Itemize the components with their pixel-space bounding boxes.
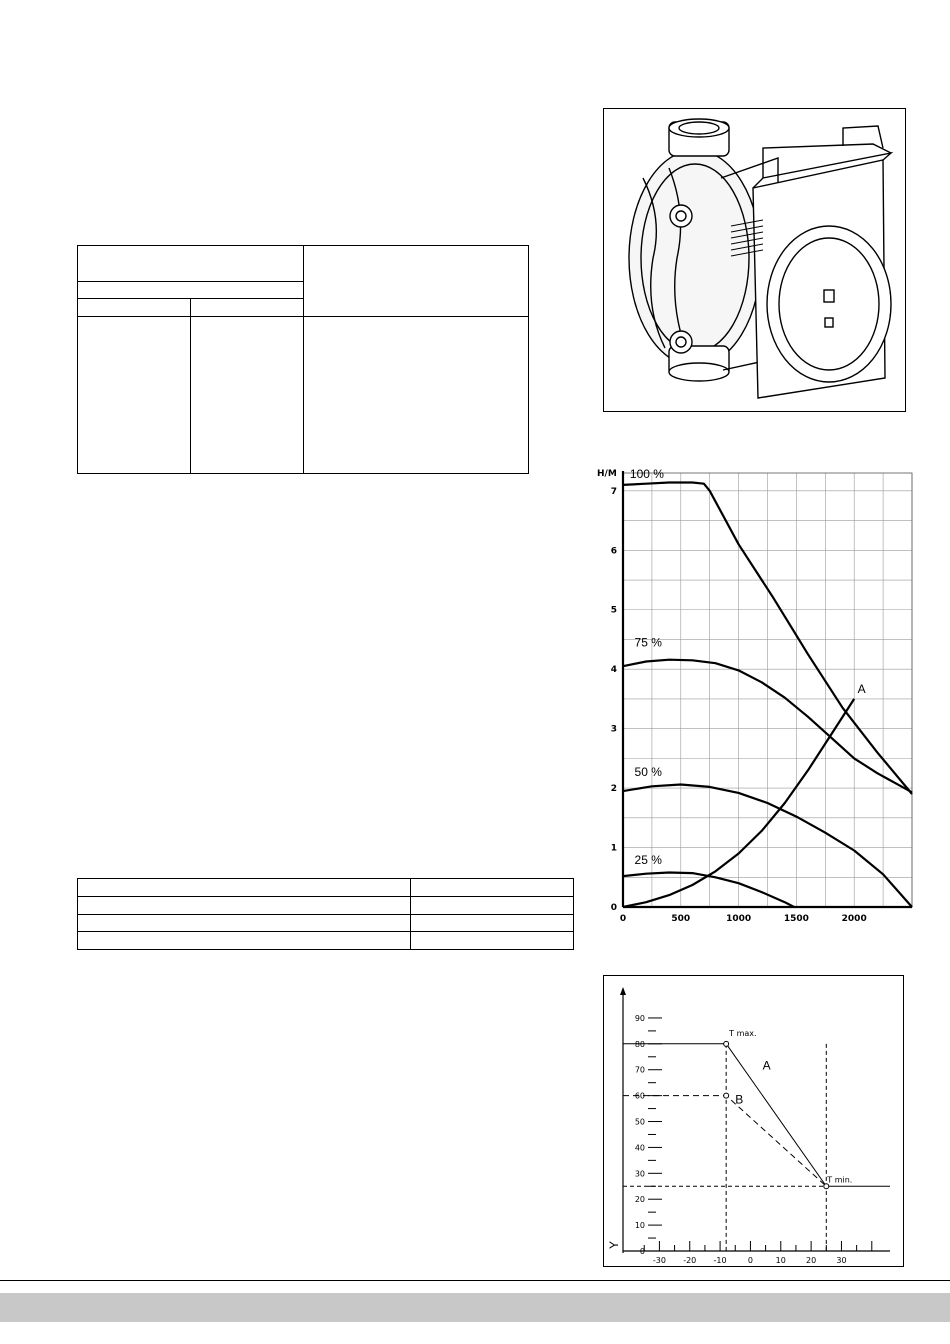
pump-x-tick-label: 500 [671,914,691,924]
temp-tmin-label: T min. [827,1175,853,1185]
pump-y-tick-label: 6 [610,546,617,557]
settings-table-row-1-value [411,879,574,897]
pump-x-tick-label: 1500 [783,914,809,924]
pump-curve-label: A [857,681,866,696]
temp-x-tick-label: 30 [836,1256,847,1265]
temp-series-label: B [735,1092,744,1107]
temp-x-tick-label: -30 [652,1256,666,1265]
pump-curve-label: 50 % [634,765,662,780]
pump-y-tick-label: 1 [610,843,617,854]
spec-table-col-2-header [191,299,304,317]
pump-x-tick-label: 2000 [841,914,867,924]
spec-table-col-2-body [191,317,304,474]
settings-table-row-4-label [78,932,411,950]
temp-x-tick-label: -10 [713,1256,727,1265]
pump-x-tick-label: 1000 [726,914,752,924]
temp-point-marker [824,1184,829,1189]
temp-y-tick-label: 80 [634,1039,645,1049]
spec-table-header-right [304,246,529,317]
temp-curve [623,1044,890,1187]
pump-y-tick-label: 3 [610,724,617,735]
temp-y-tick-label: 0 [639,1247,645,1256]
pump-x-tick-label: 0 [619,914,627,924]
temp-curve [623,1096,826,1187]
temp-tmax-label: T max. [729,1028,757,1038]
temp-y-tick-label: 30 [634,1169,645,1179]
footer-bar [0,1293,950,1322]
settings-table-row-4-value [411,932,574,950]
spec-table-col-1-body [78,317,191,474]
temp-x-tick-label: -20 [683,1256,697,1265]
temp-y-tick-label: 20 [634,1195,645,1205]
spec-table-header-left [78,246,304,282]
heating-curve-chart [603,975,904,1267]
temp-point-marker [724,1093,729,1098]
spec-table-col-3-body [304,317,529,474]
temp-point-marker [724,1041,729,1046]
temp-y-axis-label: Y [607,1240,621,1249]
temp-y-tick-label: 70 [634,1065,645,1075]
temp-y-tick-label: 40 [634,1143,645,1153]
pump-curve-label: 100 % [629,466,664,481]
settings-table-row-2-value [411,896,574,914]
pump-curve-label: 25 % [634,853,662,868]
settings-table-row-2-label [78,896,411,914]
temp-x-tick-label: 0 [747,1256,753,1265]
temp-y-tick-label: 90 [634,1013,645,1023]
pump-performance-chart [595,466,915,928]
pump-y-tick-label: 5 [610,605,617,616]
settings-table-row-1-label [78,879,411,897]
footer-rule [0,1280,950,1281]
pump-y-tick-label: 7 [610,486,617,497]
temp-x-tick-label: 10 [775,1256,786,1265]
settings-table [77,878,574,950]
settings-table-row-3-value [411,914,574,932]
temp-y-tick-label: 10 [634,1221,645,1231]
circulation-pump-illustration [603,108,906,412]
temp-y-tick-label: 50 [634,1117,645,1127]
temp-series-label: A [762,1058,771,1073]
spec-table-subheader [78,282,304,299]
temp-y-tick-label: 60 [634,1091,645,1101]
pump-y-tick-label: 4 [610,665,617,676]
spec-table [77,245,529,474]
spec-table-col-1-header [78,299,191,317]
pump-y-tick-label: 2 [610,784,617,795]
settings-table-row-3-label [78,914,411,932]
pump-curve-label: 75 % [634,635,662,650]
pump-y-tick-label: 0 [610,903,617,913]
pump-y-axis-label: H/M [597,469,617,479]
temp-y-axis-arrow [620,987,626,995]
temp-x-tick-label: 20 [806,1256,817,1265]
